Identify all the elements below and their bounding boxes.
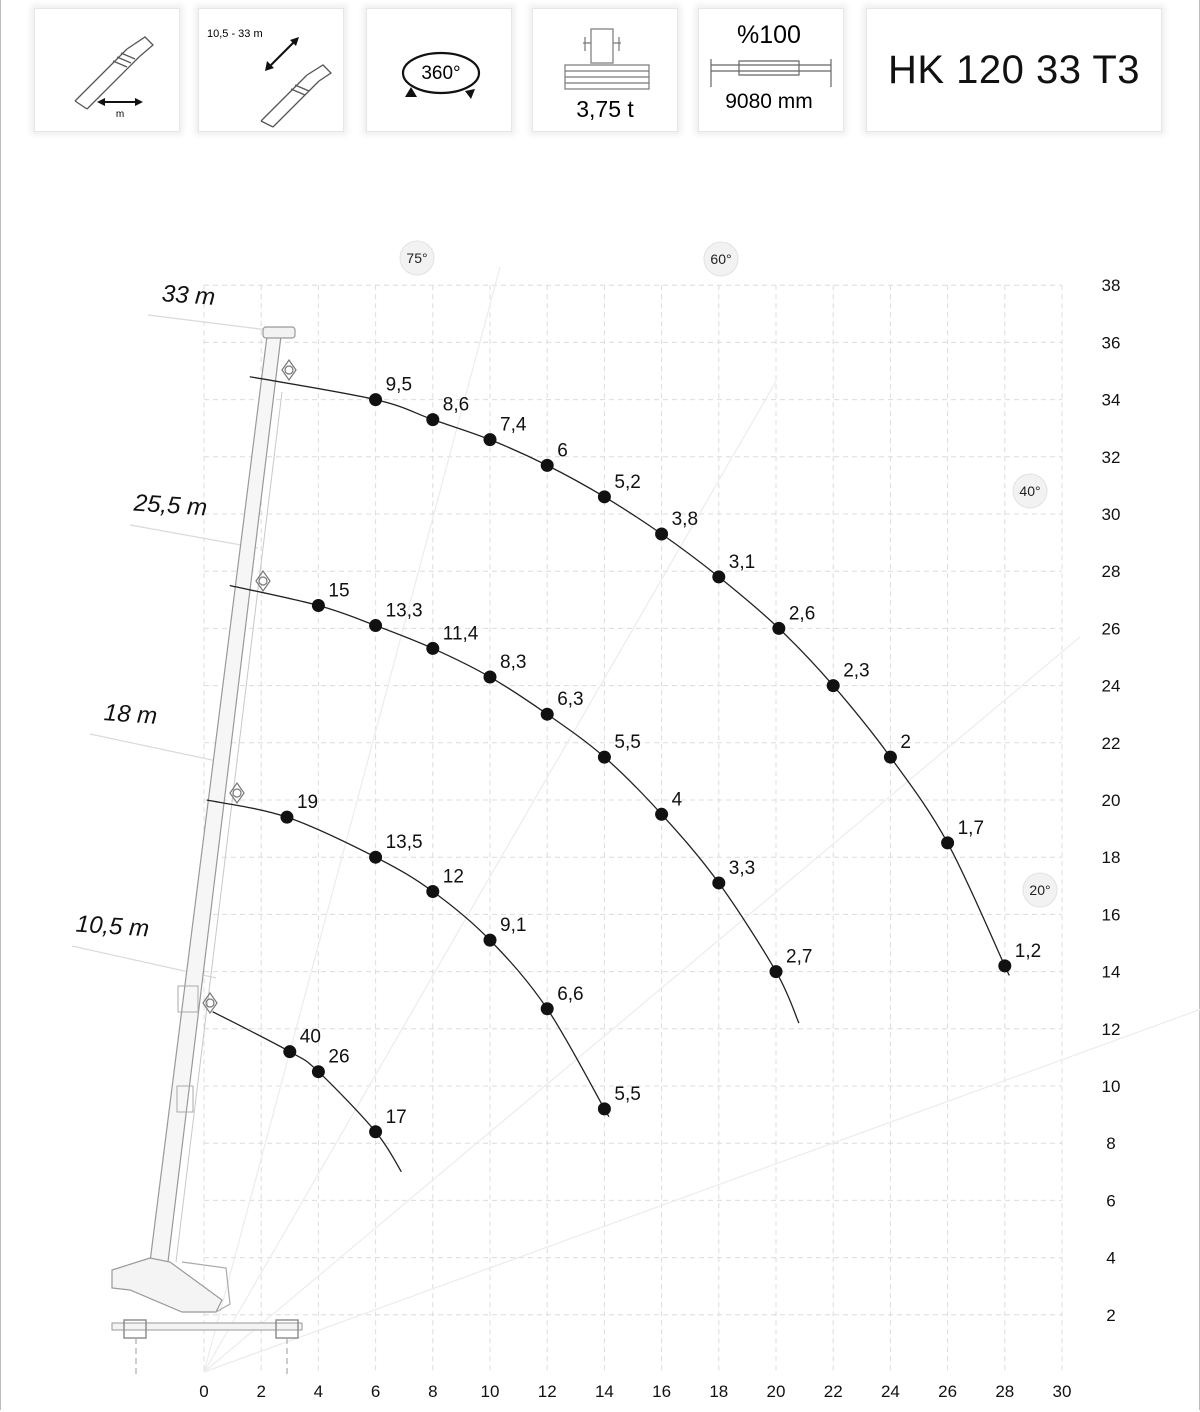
- y-tick-label: 28: [1101, 562, 1121, 582]
- y-tick-label: 10: [1101, 1077, 1121, 1096]
- load-value-label: 8,6: [442, 394, 470, 416]
- x-tick-label: 18: [709, 1382, 729, 1401]
- load-value-label: 5,5: [614, 732, 641, 754]
- y-tick-label: 30: [1101, 505, 1121, 524]
- y-tick-label: 34: [1101, 390, 1121, 410]
- load-value-label: 5,2: [614, 471, 641, 493]
- y-tick-label: 36: [1101, 333, 1121, 353]
- outrigger-percent-label: %100: [737, 21, 801, 49]
- load-point: [598, 1102, 611, 1115]
- y-tick-label: 26: [1101, 619, 1121, 639]
- weight-label: 3,75 t: [576, 96, 634, 122]
- y-tick-label: 12: [1101, 1019, 1121, 1039]
- chart-grid: [204, 285, 1062, 1372]
- x-tick-label: 4: [313, 1382, 324, 1401]
- outrigger-span-label: 9080 mm: [725, 90, 813, 113]
- angle-line: [204, 637, 1080, 1372]
- boom-length-label: 33 m: [160, 280, 217, 311]
- x-tick-label: 6: [370, 1382, 381, 1401]
- y-tick-label: 4: [1106, 1248, 1116, 1268]
- boom-length-label: 10,5 m: [74, 910, 151, 943]
- load-point: [312, 1065, 325, 1078]
- load-point: [283, 1045, 296, 1058]
- x-tick-label: 2: [256, 1382, 266, 1401]
- angle-line: [204, 981, 1200, 1372]
- boom-leader-line: [148, 315, 268, 330]
- crane-illustration: [112, 327, 302, 1378]
- load-value-label: 1,7: [957, 817, 985, 839]
- load-point: [598, 751, 611, 764]
- x-tick-label: 22: [823, 1382, 843, 1401]
- load-point: [770, 965, 783, 978]
- load-value-label: 12: [442, 866, 464, 888]
- y-tick-label: 16: [1101, 905, 1121, 925]
- model-name: HK 120 33 T3: [866, 8, 1162, 132]
- angle-label: 60°: [710, 251, 732, 267]
- load-value-label: 13,5: [385, 832, 423, 854]
- load-point: [280, 811, 293, 824]
- load-point: [484, 433, 497, 446]
- load-value-label: 1,2: [1014, 940, 1042, 962]
- x-tick-label: 30: [1052, 1382, 1072, 1401]
- load-value-label: 9,1: [500, 915, 527, 937]
- load-value-label: 3,8: [671, 509, 699, 531]
- load-value-label: 3,3: [728, 857, 756, 879]
- load-point: [827, 679, 840, 692]
- load-point: [426, 885, 439, 898]
- load-value-label: 5,5: [614, 1083, 641, 1105]
- load-point: [772, 622, 785, 635]
- load-value-label: 19: [296, 792, 319, 814]
- load-value-label: 8,3: [500, 652, 527, 674]
- x-tick-label: 14: [594, 1382, 614, 1401]
- load-value-label: 2,3: [843, 660, 870, 682]
- load-point: [884, 751, 897, 764]
- y-tick-label: 14: [1101, 962, 1121, 982]
- y-tick-label: 18: [1101, 848, 1121, 868]
- range-label: 10,5 - 33 m: [207, 28, 263, 40]
- load-value-label: 40: [299, 1026, 321, 1048]
- load-point: [312, 599, 325, 612]
- angle-label: 20°: [1029, 882, 1051, 898]
- y-tick-label: 2: [1106, 1305, 1116, 1325]
- x-tick-label: 28: [995, 1382, 1015, 1401]
- load-point: [655, 528, 668, 541]
- load-value-label: 2,7: [786, 946, 813, 968]
- y-tick-label: 24: [1101, 676, 1121, 696]
- load-value-label: 17: [385, 1106, 407, 1128]
- x-tick-label: 8: [428, 1382, 438, 1401]
- load-value-label: 7,4: [500, 414, 527, 436]
- rotation-label: 360°: [421, 63, 461, 84]
- x-tick-label: 12: [537, 1382, 557, 1401]
- y-tick-label: 8: [1106, 1134, 1116, 1154]
- boom-leader-line: [130, 525, 258, 548]
- x-tick-label: 20: [766, 1382, 786, 1401]
- load-point: [941, 836, 954, 849]
- load-value-label: 9,5: [385, 374, 413, 396]
- boom-unit-label: m: [115, 109, 125, 120]
- load-value-label: 3,1: [728, 551, 756, 573]
- load-point: [598, 490, 611, 503]
- y-tick-label: 32: [1101, 447, 1121, 467]
- load-value-label: 6,3: [557, 689, 584, 711]
- boom-length-label: 25,5 m: [132, 489, 209, 522]
- x-tick-label: 10: [480, 1382, 500, 1401]
- x-tick-label: 24: [880, 1382, 900, 1401]
- y-tick-label: 22: [1101, 733, 1121, 753]
- x-tick-label: 0: [199, 1382, 209, 1401]
- y-tick-label: 38: [1101, 276, 1121, 296]
- load-point: [655, 808, 668, 821]
- load-point: [998, 959, 1011, 972]
- load-value-label: 6: [557, 440, 568, 462]
- chart-labels: [75, 276, 1120, 1401]
- load-point: [484, 934, 497, 947]
- load-point: [541, 1002, 554, 1015]
- load-point: [369, 619, 382, 632]
- load-point: [369, 393, 382, 406]
- load-point: [369, 851, 382, 864]
- load-value-label: 6,6: [557, 983, 584, 1005]
- load-curve: [250, 374, 1009, 975]
- load-value-label: 15: [328, 580, 350, 602]
- angle-label: 75°: [406, 250, 428, 266]
- y-tick-label: 6: [1106, 1191, 1116, 1211]
- load-point: [712, 876, 725, 889]
- load-point: [541, 708, 554, 721]
- load-value-label: 4: [671, 789, 683, 811]
- load-value-label: 13,3: [385, 600, 423, 622]
- angle-line: [204, 267, 500, 1372]
- angle-label: 40°: [1019, 483, 1041, 499]
- load-point: [541, 459, 554, 472]
- load-point: [426, 413, 439, 426]
- y-tick-label: 20: [1101, 791, 1121, 810]
- load-value-label: 26: [328, 1046, 350, 1068]
- boom-length-label: 18 m: [102, 699, 159, 730]
- x-tick-label: 16: [652, 1382, 672, 1401]
- x-tick-label: 26: [938, 1382, 958, 1401]
- load-value-label: 2,6: [788, 603, 816, 625]
- load-point: [369, 1125, 382, 1138]
- load-point: [484, 671, 497, 684]
- boom-leader-line: [90, 734, 226, 763]
- load-value-label: 11,4: [442, 623, 479, 645]
- load-value-label: 2: [900, 732, 911, 754]
- load-point: [426, 642, 439, 655]
- load-point: [712, 570, 725, 583]
